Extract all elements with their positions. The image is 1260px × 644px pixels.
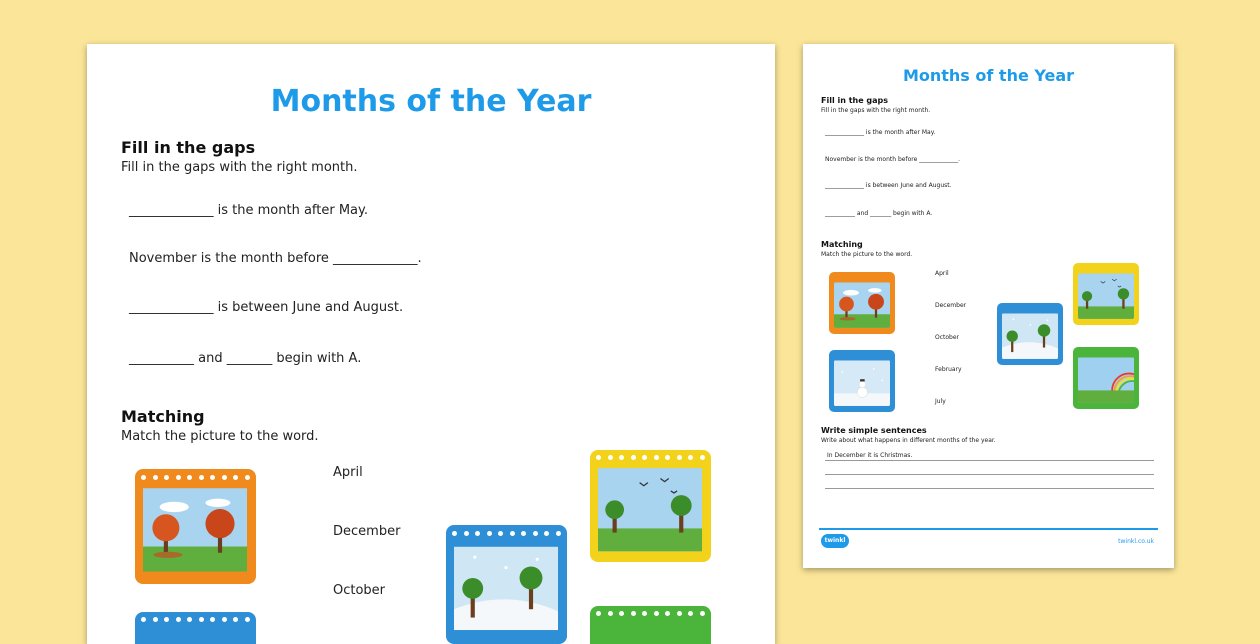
preview-match-word: April xyxy=(935,270,949,277)
twinkl-logo: twinkl xyxy=(821,534,849,548)
preview-gap-sentence: _____________ is between June and August. xyxy=(825,182,952,189)
summer-card xyxy=(590,606,711,644)
snowman-scene-icon xyxy=(834,359,891,407)
preview-write-instruction: Write about what happens in different months of the year. xyxy=(821,437,996,444)
spring-scene-icon xyxy=(598,466,702,553)
winter-scene-icon xyxy=(454,542,558,635)
fill-gaps-heading: Fill in the gaps xyxy=(121,138,256,157)
matching-heading: Matching xyxy=(121,407,205,426)
preview-write-example: In December it is Christmas. xyxy=(827,452,913,459)
preview-match-word: December xyxy=(935,302,967,309)
gap-sentence: _____________ is the month after May. xyxy=(129,203,368,218)
snowman-card xyxy=(135,612,256,644)
preview-snowman-card xyxy=(829,350,895,412)
preview-gap-sentence: __________ and _______ begin with A. xyxy=(825,210,933,217)
preview-match-word: October xyxy=(935,334,960,341)
preview-fill-gaps-instruction: Fill in the gaps with the right month. xyxy=(821,107,931,114)
match-word: December xyxy=(333,524,401,539)
winter-card xyxy=(446,525,567,644)
rainbow-scene-icon xyxy=(1078,356,1135,404)
preview-gap-sentence: _____________ is the month after May. xyxy=(825,129,936,136)
match-word: October xyxy=(333,583,386,598)
fill-gaps-instruction: Fill in the gaps with the right month. xyxy=(121,160,358,175)
writing-line xyxy=(825,488,1154,489)
preview-title: Months of the Year xyxy=(902,66,1075,85)
writing-line xyxy=(825,474,1154,475)
preview-gap-sentence: November is the month before _____________. xyxy=(825,156,961,163)
spring-scene-icon xyxy=(1078,272,1135,320)
worksheet-preview xyxy=(803,44,1174,568)
preview-matching-heading: Matching xyxy=(821,240,863,249)
footer-url: twinkl.co.uk xyxy=(1118,538,1154,545)
preview-summer-card xyxy=(1073,347,1139,409)
preview-winter-card xyxy=(997,303,1063,365)
writing-line xyxy=(825,460,1154,461)
matching-instruction: Match the picture to the word. xyxy=(121,429,319,444)
preview-autumn-card xyxy=(829,272,895,334)
autumn-scene-icon xyxy=(143,485,247,575)
preview-match-word: July xyxy=(935,398,946,405)
gap-sentence: _____________ is between June and August. xyxy=(129,300,404,315)
preview-matching-instruction: Match the picture to the word. xyxy=(821,251,913,258)
autumn-scene-icon xyxy=(834,281,891,329)
preview-fill-gaps-heading: Fill in the gaps xyxy=(821,96,889,105)
preview-spring-card xyxy=(1073,263,1139,325)
gap-sentence: __________ and _______ begin with A. xyxy=(129,351,362,366)
preview-write-heading: Write simple sentences xyxy=(821,426,927,435)
page-title: Months of the Year xyxy=(270,84,592,119)
footer-bar xyxy=(819,528,1158,530)
winter-scene-icon xyxy=(1002,312,1059,360)
gap-sentence: November is the month before _____________. xyxy=(129,251,422,266)
preview-match-word: February xyxy=(935,366,962,373)
spring-card xyxy=(590,450,711,562)
worksheet-large xyxy=(87,44,775,644)
match-word: April xyxy=(333,465,363,480)
autumn-card xyxy=(135,469,256,584)
